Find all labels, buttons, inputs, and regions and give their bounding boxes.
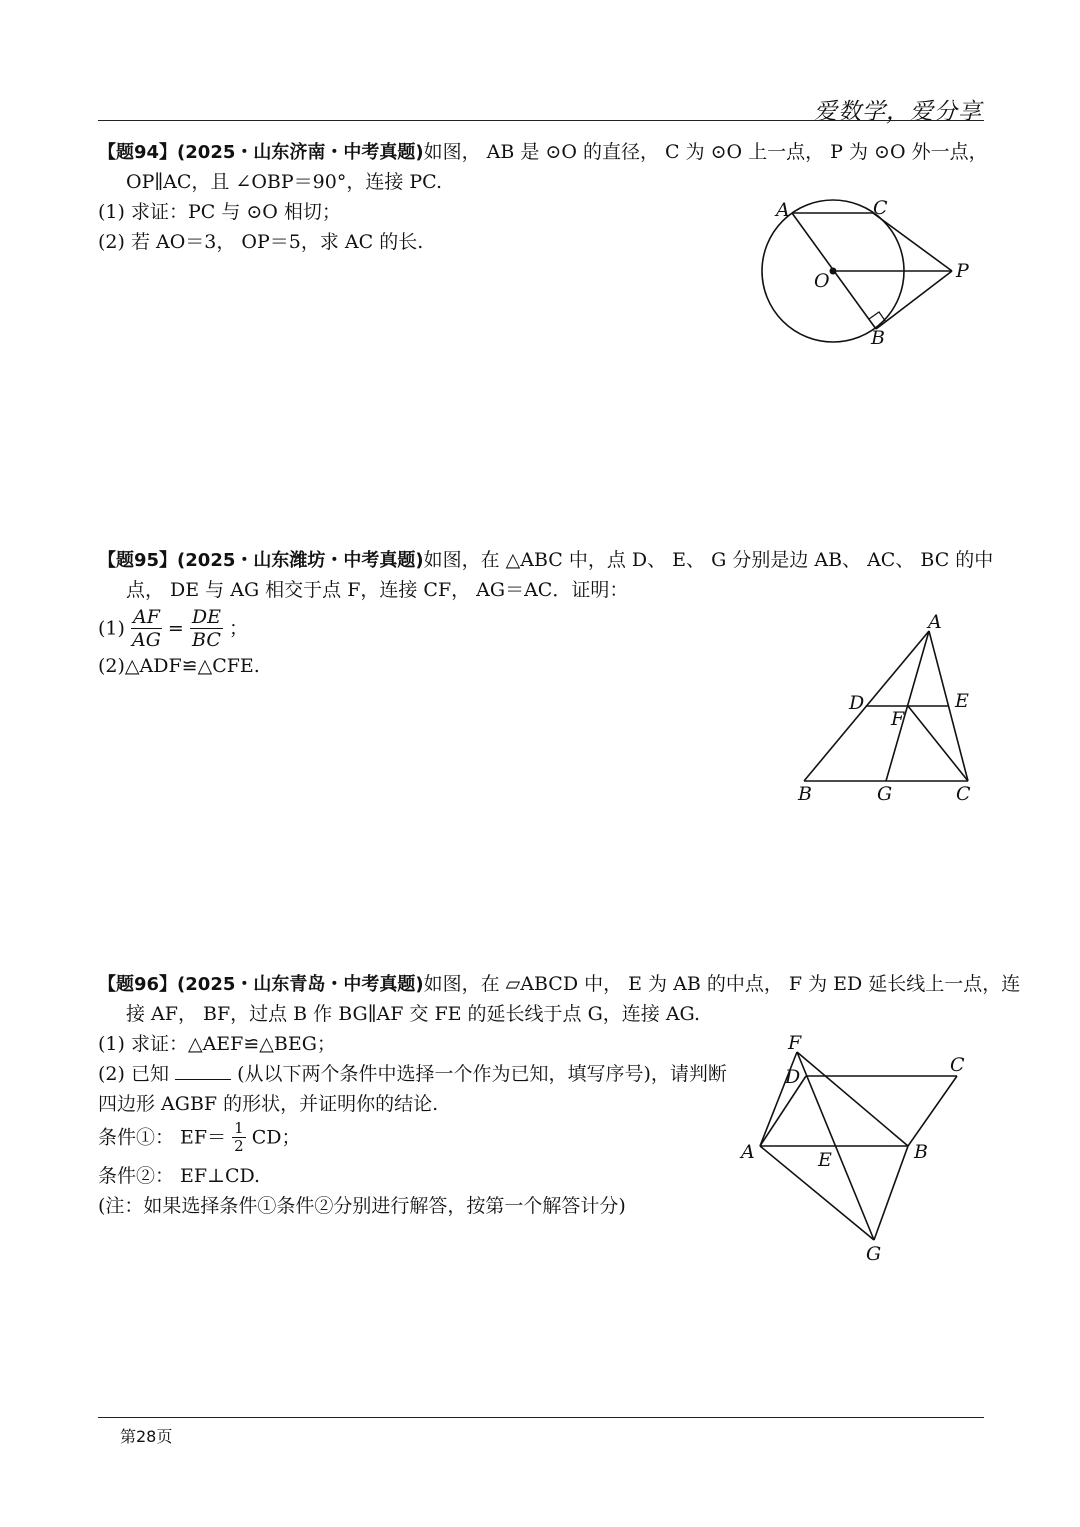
q96-segment-bg <box>874 1146 908 1240</box>
q94-label-p: P <box>956 260 969 282</box>
q95-line1 <box>98 546 993 575</box>
q96-side-bc <box>908 1076 957 1146</box>
q95-tag: 【题95】(2025・山东潍坊・中考真题) <box>98 550 424 571</box>
q94-segment-pc <box>873 213 952 271</box>
q95-fraction-de-bc <box>190 606 223 651</box>
q96-label-d: D <box>785 1066 801 1088</box>
q96-label-f: F <box>788 1032 802 1054</box>
q96-fraction-half <box>232 1120 246 1155</box>
q96-frac-den: 2 <box>234 1137 244 1155</box>
q96-frac-num: 1 <box>234 1119 244 1137</box>
q94-center-dot <box>830 268 837 275</box>
q96-label-b: B <box>914 1141 928 1163</box>
q94-label-b: B <box>871 327 885 349</box>
q96-part1: (1) 求证：△AEF≌△BEG； <box>98 1033 336 1055</box>
q96-condition1 <box>98 1120 301 1155</box>
q95-part2: (2)△ADF≌△CFE. <box>98 655 260 677</box>
q94-tag: 【题94】(2025・山东济南・中考真题) <box>98 142 424 163</box>
q96-condition2: 条件②： EF⊥CD. <box>98 1165 261 1187</box>
header-slogan: 爱数学，爱分享 <box>814 99 982 125</box>
q95-fraction-af-ag <box>131 606 162 651</box>
q96-cond1-suffix: CD； <box>251 1126 301 1149</box>
q95-stem-2: 点， DE 与 AG 相交于点 F，连接 CF， AG＝AC．证明： <box>126 579 629 601</box>
q95-label-c: C <box>956 783 971 805</box>
q96-line1 <box>98 970 1020 999</box>
q96-part2-a: (2) 已知 <box>98 1063 169 1085</box>
q95-label-e: E <box>955 690 969 712</box>
q96-part2-line1 <box>98 1060 727 1088</box>
q96-note: (注：如果选择条件①条件②分别进行解答，按第一个解答计分) <box>98 1195 626 1217</box>
q96-label-e: E <box>818 1149 832 1171</box>
q96-stem-1: 如图，在 ▱ABCD 中， E 为 AB 的中点， F 为 ED 延长线上一点，连 <box>423 973 1021 995</box>
q95-label-b: B <box>798 783 812 805</box>
q94-stem-2: OP∥AC，且 ∠OBP＝90°，连接 PC. <box>126 171 443 193</box>
q95-label-g: G <box>877 783 893 805</box>
q96-segment-ag <box>760 1146 874 1240</box>
q96-label-a: A <box>741 1141 755 1163</box>
q95-equals: = <box>167 617 184 640</box>
q96-label-g: G <box>866 1243 882 1265</box>
q95-label-d: D <box>849 692 865 714</box>
q94-label-a: A <box>776 199 790 221</box>
q95-stem-1: 如图，在 △ABC 中，点 D、 E、 G 分别是边 AB、 AC、 BC 的中 <box>423 549 994 571</box>
q96-stem-2: 接 AF， BF，过点 B 作 BG∥AF 交 FE 的延长线于点 G，连接 AG. <box>126 1003 701 1025</box>
q95-frac1-den: AG <box>131 629 161 651</box>
q96-tag: 【题96】(2025・山东青岛・中考真题) <box>98 974 424 995</box>
q95-label-a: A <box>928 611 942 633</box>
q96-segment-bf <box>797 1052 908 1146</box>
q94-part2: (2) 若 AO＝3， OP＝5，求 AC 的长. <box>98 231 424 253</box>
q94-label-o: O <box>814 270 830 292</box>
q96-answer-blank[interactable] <box>175 1061 231 1080</box>
q94-segment-pb <box>876 271 952 329</box>
q95-frac1-num: AF <box>132 606 160 628</box>
q96-label-c: C <box>950 1054 965 1076</box>
q95-part1 <box>98 606 248 651</box>
q95-part1-suffix: ； <box>229 617 249 640</box>
q95-part1-prefix: (1) <box>98 617 125 640</box>
q95-label-f: F <box>891 708 905 730</box>
footer-rule <box>98 1417 984 1418</box>
q96-cond1-prefix: 条件①： EF＝ <box>98 1126 227 1149</box>
q95-frac2-den: BC <box>192 629 221 651</box>
q96-part2-b: (从以下两个条件中选择一个作为已知，填写序号)，请判断 <box>237 1063 727 1085</box>
page-number: 第28页 <box>120 1427 173 1446</box>
q95-frac2-num: DE <box>191 606 221 628</box>
q96-part2-c: 四边形 AGBF 的形状，并证明你的结论. <box>98 1093 439 1115</box>
q94-label-c: C <box>873 197 888 219</box>
q94-stem-1: 如图， AB 是 ⊙O 的直径， C 为 ⊙O 上一点， P 为 ⊙O 外一点， <box>423 141 988 163</box>
q94-part1: (1) 求证：PC 与 ⊙O 相切； <box>98 201 341 223</box>
